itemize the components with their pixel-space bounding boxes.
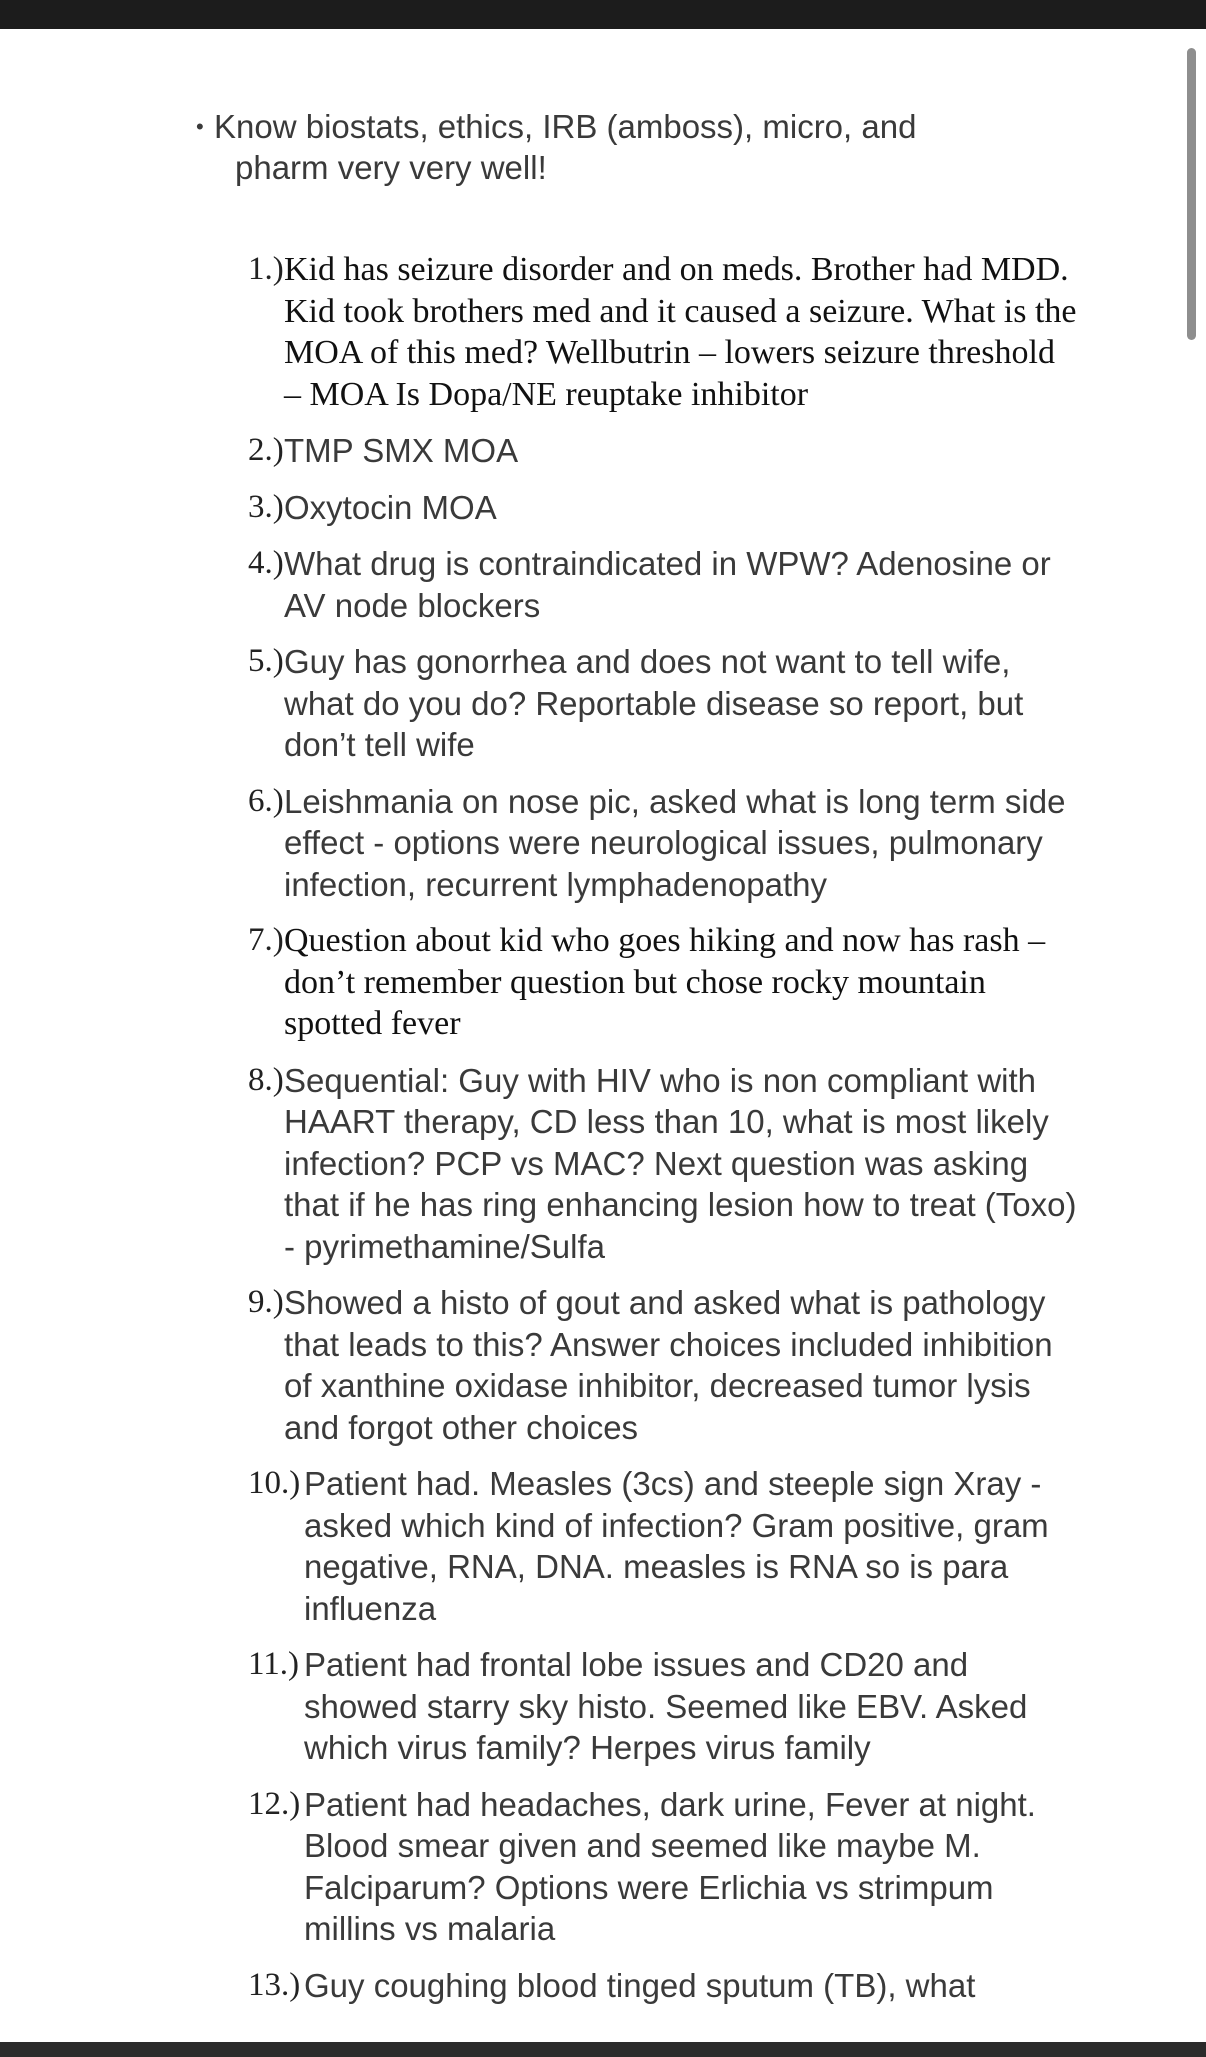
bullet-icon: • — [196, 114, 204, 139]
item-text: Sequential: Guy with HIV who is non compliant with HAART therapy, CD less than 10, what is most likely infection? PCP vs MAC? Next question was asking that if he has ring enhancing lesion how to treat (Toxo) - pyrimethamine/Sulfa — [284, 1061, 1077, 1265]
list-item — [248, 1463, 1078, 1629]
item-number: 13.) — [248, 1966, 301, 2003]
intro-line-2: pharm very very well! — [235, 149, 547, 186]
item-number: 3.) — [248, 488, 284, 525]
item-number: 8.) — [248, 1061, 284, 1098]
item-number: 5.) — [248, 643, 284, 679]
item-text: Leishmania on nose pic, asked what is long term side effect - options were neurological issues, pulmonary infection, recurrent lymphadenopathy — [284, 782, 1066, 903]
item-text: Showed a histo of gout and asked what is pathology that leads to this? Answer choices included inhibition of xanthine oxidase inhibitor, decreased tumor lysis and forgot other choices — [284, 1284, 1053, 1446]
item-number: 2.) — [248, 432, 284, 468]
list-item — [248, 1784, 1078, 1950]
list-item — [248, 543, 1078, 626]
item-number: 6.) — [248, 782, 284, 819]
item-text: Guy has gonorrhea and does not want to tell wife, what do you do? Reportable disease so report, but don’t tell wife — [284, 643, 1024, 763]
item-number: 9.) — [248, 1284, 284, 1320]
item-number: 12.) — [248, 1785, 301, 1822]
item-number: 11.) — [248, 1646, 300, 1682]
document-page — [0, 29, 1206, 2042]
scrollbar-thumb[interactable] — [1187, 48, 1196, 340]
item-text: Patient had headaches, dark urine, Fever at night. Blood smear given and seemed like maybe M. Falciparum? Options were Erlichia vs strimpum millins vs malaria — [304, 1785, 1036, 1947]
list-item — [248, 781, 1078, 906]
intro-line-1: Know biostats, ethics, IRB (amboss), micro, and — [214, 108, 917, 145]
item-number: 10.) — [248, 1465, 301, 1501]
list-item — [248, 487, 1078, 529]
item-number: 7.) — [248, 922, 284, 958]
list-item — [248, 249, 1078, 415]
list-item — [248, 1060, 1078, 1268]
item-text: Guy coughing blood tinged sputum (TB), what — [304, 1966, 976, 2004]
item-text: What drug is contraindicated in WPW? Adenosine or AV node blockers — [284, 545, 1051, 624]
bottom-bar — [0, 2042, 1206, 2057]
list-item — [248, 430, 1078, 472]
item-text: Kid has seizure disorder and on meds. Brother had MDD. Kid took brothers med and it caused a seizure. What is the MOA of this med? Wellbutrin – lowers seizure threshold – MOA Is Dopa/NE reuptake inhibitor — [284, 251, 1077, 413]
top-status-bar — [0, 0, 1206, 29]
item-text: Oxytocin MOA — [284, 488, 497, 526]
item-number: 1.) — [248, 251, 284, 287]
notes-list — [248, 249, 1078, 2021]
item-text: Patient had frontal lobe issues and CD20 and showed starry sky histo. Seemed like EBV. Asked which virus family? Herpes virus family — [304, 1646, 1028, 1766]
list-item — [248, 1965, 1078, 2007]
item-text: Patient had. Measles (3cs) and steeple sign Xray - asked which kind of infection? Gram positive, gram negative, RNA, DNA. measles is RNA so is para influenza — [304, 1465, 1049, 1627]
intro-bullet — [196, 106, 1026, 188]
item-number: 4.) — [248, 545, 284, 581]
list-item — [248, 641, 1078, 766]
list-item — [248, 1644, 1078, 1769]
item-text: Question about kid who goes hiking and now has rash – don’t remember question but chose rocky mountain spotted fever — [284, 922, 1046, 1042]
list-item — [248, 1282, 1078, 1448]
list-item — [248, 920, 1078, 1045]
item-text: TMP SMX MOA — [284, 432, 519, 469]
